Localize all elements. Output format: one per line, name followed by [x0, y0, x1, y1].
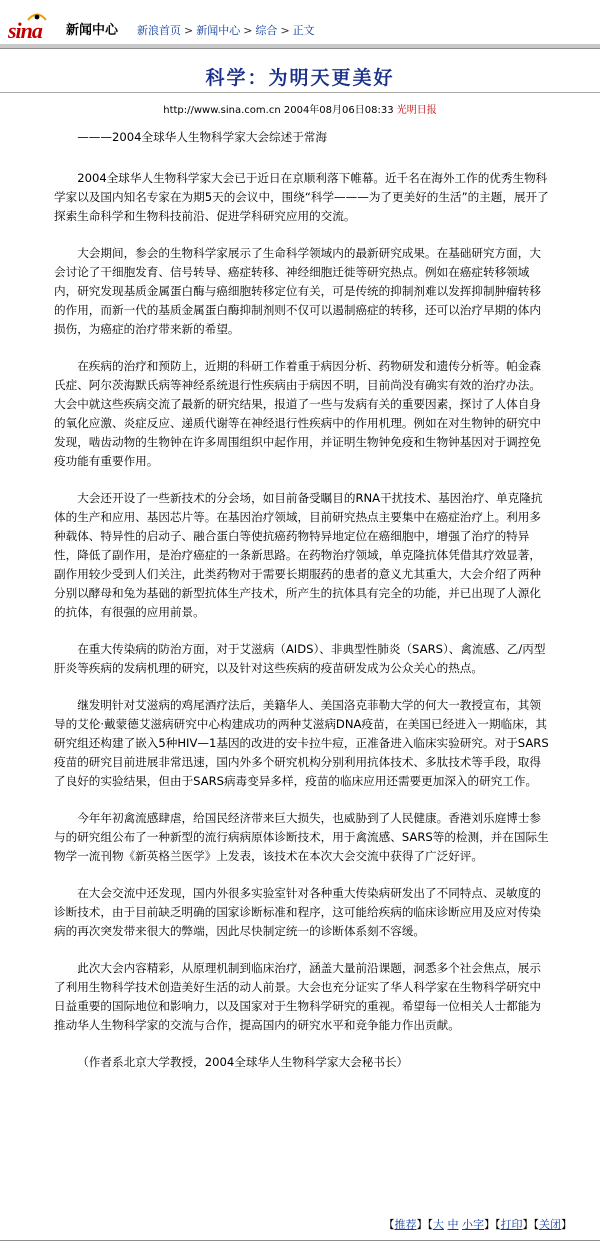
- print-link[interactable]: 打印: [500, 1218, 523, 1231]
- article-author-note: （作者系北京大学教授，2004全球华人生物科学家大会秘书长）: [77, 1055, 409, 1069]
- article-title: 科学：为明天更美好: [205, 67, 395, 89]
- section-name: 新闻中心: [66, 23, 119, 38]
- article-paragraph: 在重大传染病的防治方面，对于艾滋病（AIDS）、非典型性肺炎（SARS）、禽流感、乙/丙型肝炎等疾病的发病机理的研究，以及针对这些疾病的疫苗研发成为公众关心的热点。: [54, 642, 546, 675]
- breadcrumb: [137, 22, 315, 38]
- font-medium-link[interactable]: 中: [447, 1218, 459, 1231]
- article-paragraph: 此次大会内容精彩，从原理机制到临床治疗，涵盖大量前沿课题，洞悉多个社会焦点，展示了利用生物科学技术创造美好生活的动人前景。大会也充分证实了华人科学家在生物科学研究中日益重要的国际地位和影响力，以及国家对于生物科学研究的重视。希望每一位相关人士都能为推动华人生物科学家的交流与合作，提高国内的研究水平和竞争能力作出贡献。: [54, 961, 541, 1032]
- breadcrumb-current: 正文: [292, 24, 315, 37]
- breadcrumb-separator: >: [184, 24, 194, 37]
- article-tools: 【推荐】【大 中 小字】【打印】【关闭】: [383, 1218, 572, 1231]
- header-divider: [0, 44, 600, 49]
- article-source[interactable]: 光明日报: [396, 105, 437, 116]
- article-paragraph: 在疾病的治疗和预防上，近期的科研工作着重于病因分析、药物研发和遗传分析等。帕金森氏症、阿尔茨海默氏病等神经系统退行性疾病由于病因不明，目前尚没有确实有效的治疗办法。大会中就这些疾病交流了最新的研究结果，报道了一些与发病有关的重要因素，探讨了人体自身的氧化应激、炎症反应、递质代谢等在神经退行性疾病中的作用机理。例如在对生物钟的研究中发现，啮齿动物的生物钟在许多周围组织中起作用，并证明生物钟免疫和生物钟基因对于调控免疫功能有重要作用。: [54, 359, 541, 468]
- article-url: http://www.sina.com.cn: [163, 105, 281, 116]
- footer-divider: [0, 1240, 600, 1241]
- breadcrumb-separator: >: [280, 24, 290, 37]
- breadcrumb-separator: >: [243, 24, 253, 37]
- site-header: [0, 0, 600, 44]
- article-paragraph: 2004全球华人生物科学家大会已于近日在京顺利落下帷幕。近千名在海外工作的优秀生物科学家以及国内知名专家在为期5天的会议中，围绕“科学———为了更美好的生活”的主题，展开了探索生命科学和生物科技前沿、促进学科研究应用的交流。: [54, 171, 549, 223]
- breadcrumb-news-center[interactable]: 新闻中心: [196, 24, 241, 37]
- close-link[interactable]: 关闭: [539, 1218, 561, 1231]
- article-paragraph: 今年年初禽流感肆虐，给国民经济带来巨大损失，也威胁到了人民健康。香港刘乐庭博士参与的研究组公布了一种新型的流行病病原体诊断技术，用于禽流感、SARS等的检测，并在国际生物学一流刊物《新英格兰医学》上发表，该技术在本次大会交流中获得了广泛好评。: [54, 811, 549, 863]
- article-subtitle: ———2004全球华人生物科学家大会综述于常海: [77, 130, 327, 144]
- article-body: [54, 128, 552, 1090]
- article-paragraph: 大会期间，参会的生物科学家展示了生命科学领域内的最新研究成果。在基础研究方面，大会讨论了干细胞发育、信号转导、癌症转移、神经细胞迁徙等研究热点。例如在癌症转移领域内，研究发现基质金属蛋白酶与癌细胞转移定位有关，可是传统的抑制剂难以发挥抑制肿瘤转移的作用，而新一代的基质金属蛋白酶抑制剂则不仅可以遏制癌症的转移，还可以治疗早期的体内损伤，为癌症的治疗带来新的希望。: [54, 246, 541, 336]
- article-paragraph: 继发明针对艾滋病的鸡尾酒疗法后，美籍华人、美国洛克菲勒大学的何大一教授宣布，其领导的艾伦·戴蒙德艾滋病研究中心构建成功的两种艾滋病DNA疫苗，在美国已经进入一期临床，其研究组还构建了嵌入5种HIV—1基因的改进的安卡拉牛痘，正准备进入临床实验研究。对于SARS疫苗的研究目前进展非常迅速，国内外多个研究机构分别利用抗体技术、多肽技术等手段，取得了良好的实验结果，但由于SARS病毒变异多样，疫苗的临床应用还需要更加深入的研究工作。: [54, 698, 549, 788]
- article-paragraph: 大会还开设了一些新技术的分会场，如目前备受瞩目的RNA干扰技术、基因治疗、单克隆抗体的生产和应用、基因芯片等。在基因治疗领域，目前研究热点主要集中在癌症治疗上。利用多种载体、特异性的启动子、融合蛋白等使抗癌药物特异地定位在癌细胞中，增强了治疗的特异性，降低了副作用，是治疗癌症的一条新思路。在药物治疗领域，单克隆抗体凭借其疗效显著，副作用较少受到人们关注，此类药物对于需要长期服药的患者的意义尤其重大，大会介绍了两种分别以酵母和兔为基础的新型抗体生产技术，所产生的抗体具有完全的功能，并已出现了人源化的抗体，有很强的应用前景。: [54, 491, 543, 619]
- logo-text: sina: [8, 18, 42, 43]
- recommend-link[interactable]: 推荐: [394, 1218, 417, 1231]
- breadcrumb-home[interactable]: 新浪首页: [137, 24, 181, 37]
- font-large-link[interactable]: 大: [433, 1218, 444, 1231]
- font-small-link[interactable]: 小字: [462, 1218, 484, 1231]
- article-datetime: 2004年08月06日08:33: [283, 105, 394, 116]
- sina-logo[interactable]: [6, 10, 64, 43]
- article-meta: [0, 101, 600, 116]
- article-paragraph: 在大会交流中还发现，国内外很多实验室针对各种重大传染病研发出了不同特点、灵敏度的诊断技术，由于目前缺乏明确的国家诊断标准和程序，这可能给疾病的临床诊断应用及应对传染病的再次突发带来很大的弊端，因此尽快制定统一的诊断体系刻不容缓。: [54, 886, 541, 938]
- article-footer: [0, 1210, 600, 1250]
- breadcrumb-general[interactable]: 综合: [255, 24, 278, 37]
- title-divider: [0, 92, 600, 93]
